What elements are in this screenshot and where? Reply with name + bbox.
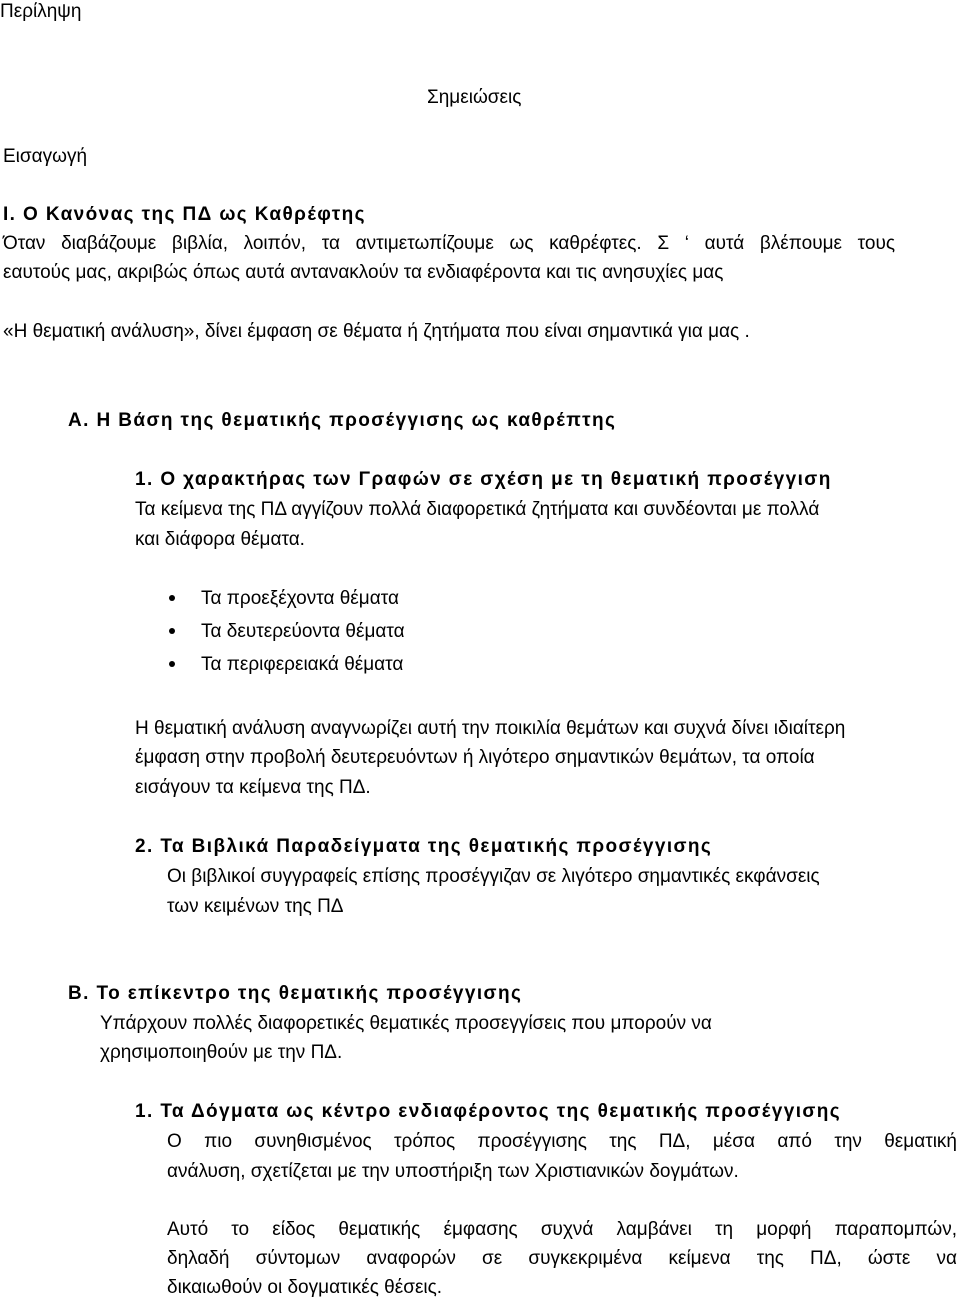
notes-label: Σημειώσεις: [427, 87, 522, 108]
section-b-sub1-p2-line1: Αυτό το είδος θεματικής έμφασης συχνά λαμβάνει τη μορφή παραπομπών,: [167, 1219, 957, 1240]
section-a-sub1-p2-line3: εισάγουν τα κείμενα της ΠΔ.: [135, 777, 371, 798]
section-i-heading: I. Ο Κανόνας της ΠΔ ως Καθρέφτης: [3, 204, 366, 225]
section-a-sub1-heading: 1. Ο χαρακτήρας των Γραφών σε σχέση με τη θεματική προσέγγιση: [135, 469, 832, 490]
section-a-sub1-line1: Τα κείμενα της ΠΔ αγγίζουν πολλά διαφορετικά ζητήματα και συνδέονται με πολλά: [135, 499, 820, 520]
bullet-text: Τα δευτερεύοντα θέματα: [201, 621, 405, 642]
section-a-sub1-p2-line1: Η θεματική ανάλυση αναγνωρίζει αυτή την ποικιλία θεμάτων και συχνά δίνει ιδιαίτερη: [135, 718, 846, 739]
intro-heading: Εισαγωγή: [3, 146, 88, 167]
section-a-sub1-p2-line2: έμφαση στην προβολή δευτερευόντων ή λιγότερο σημαντικών θεμάτων, τα οποία: [135, 747, 815, 768]
summary-label: Περίληψη: [0, 1, 82, 22]
bullet-icon: [169, 595, 175, 601]
section-b-sub1-p1-line1: Ο πιο συνηθισμένος τρόπος προσέγγισης της ΠΔ, μέσα από την θεματική: [167, 1131, 957, 1152]
section-i-p1-line2: εαυτούς μας, ακριβώς όπως αυτά αντανακλούν τα ενδιαφέροντα και τις ανησυχίες μας: [3, 262, 724, 283]
section-i-p2-line1: «Η θεματική ανάλυση», δίνει έμφαση σε θέματα ή ζητήματα που είναι σημαντικά για μας .: [3, 321, 750, 342]
section-b-sub1-p2-line3: δικαιωθούν οι δογματικές θέσεις.: [167, 1277, 443, 1298]
section-a-sub1-line2: και διάφορα θέματα.: [135, 529, 305, 550]
section-b-sub1-p1-line2: ανάλυση, σχετίζεται με την υποστήριξη των Χριστιανικών δογμάτων.: [167, 1161, 739, 1182]
section-i-p1-line1: Όταν διαβάζουμε βιβλία, λοιπόν, τα αντιμετωπίζουμε ως καθρέφτες. Σ ‘ αυτά βλέπουμε τους: [3, 233, 895, 254]
bullet-text: Τα προεξέχοντα θέματα: [201, 588, 399, 609]
section-a-sub2-line1: Οι βιβλικοί συγγραφείς επίσης προσέγγιζαν σε λιγότερο σημαντικές εκφάνσεις: [167, 866, 820, 887]
section-a-sub2-line2: των κειμένων της ΠΔ: [167, 896, 344, 917]
bullet-text: Τα περιφερειακά θέματα: [201, 654, 404, 675]
section-b-sub1-p2-line2: δηλαδή σύντομων αναφορών σε συγκεκριμένα κείμενα της ΠΔ, ώστε να: [167, 1248, 957, 1269]
section-a-heading: Α. Η Βάση της θεματικής προσέγγισης ως καθρέπτης: [68, 410, 617, 431]
section-b-sub1-heading: 1. Τα Δόγματα ως κέντρο ενδιαφέροντος της θεματικής προσέγγισης: [135, 1101, 842, 1122]
section-b-heading: Β. Το επίκεντρο της θεματικής προσέγγισης: [68, 983, 523, 1004]
section-b-line1: Υπάρχουν πολλές διαφορετικές θεματικές προσεγγίσεις που μπορούν να: [100, 1013, 712, 1034]
bullet-icon: [169, 661, 175, 667]
section-b-line2: χρησιμοποιηθούν με την ΠΔ.: [100, 1042, 343, 1063]
bullet-icon: [169, 628, 175, 634]
section-a-sub2-heading: 2. Τα Βιβλικά Παραδείγματα της θεματικής προσέγγισης: [135, 836, 713, 857]
